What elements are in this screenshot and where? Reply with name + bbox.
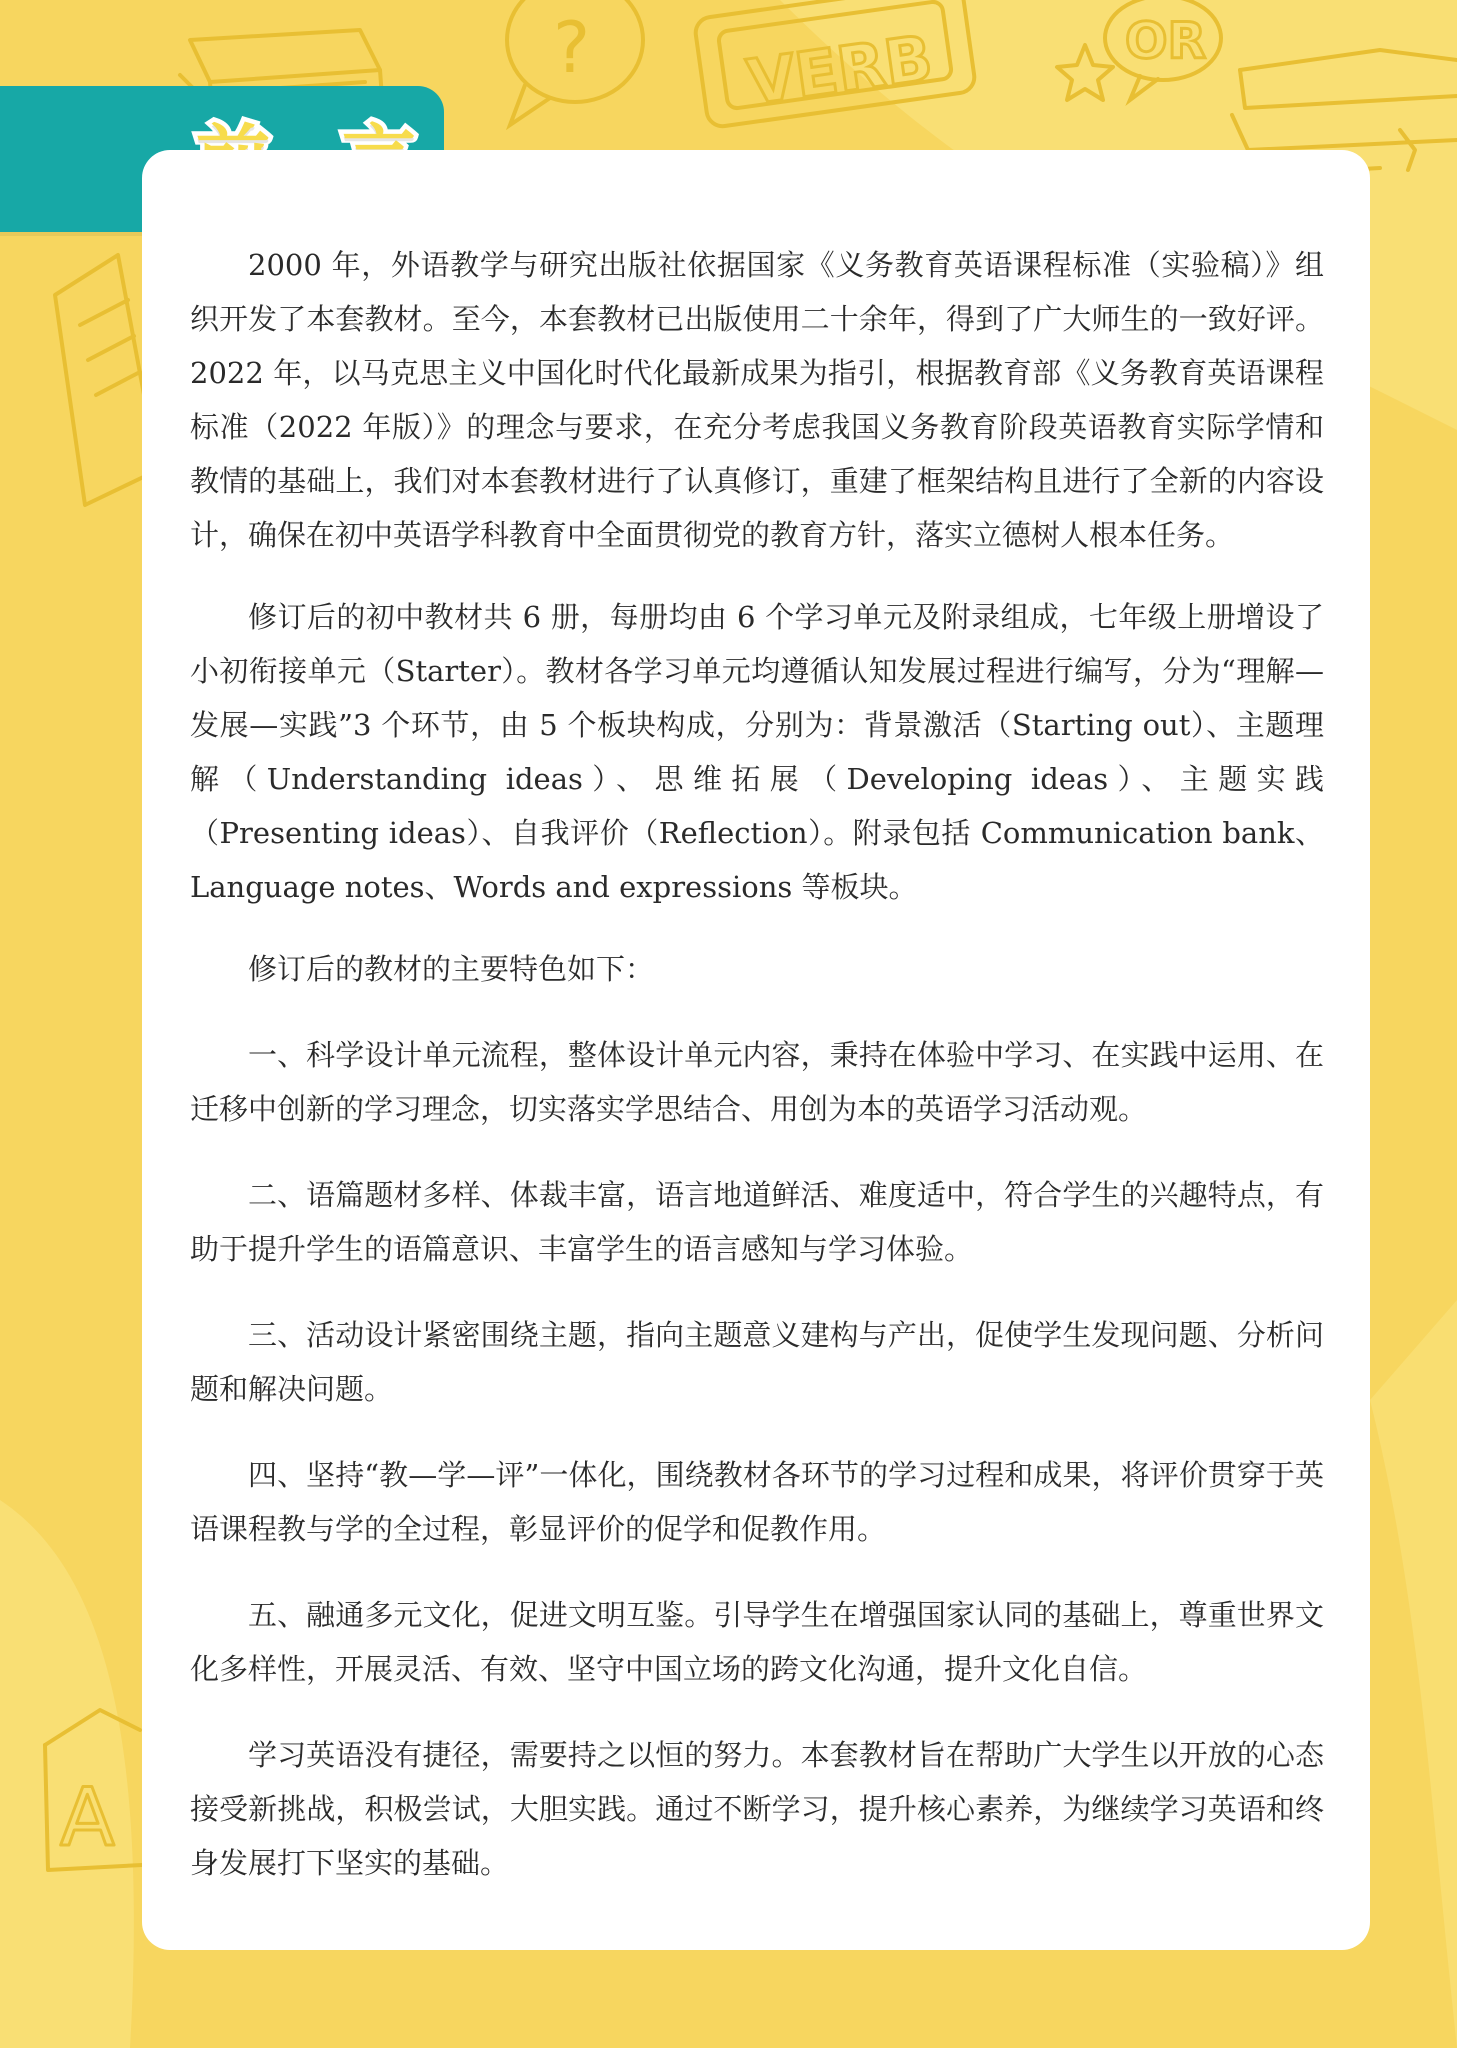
preface-body <box>190 238 1324 1890</box>
paragraph-6: 三、活动设计紧密围绕主题，指向主题意义建构与产出，促使学生发现问题、分析问题和解决问题。 <box>190 1318 1324 1406</box>
paragraph-1: 2000 年，外语教学与研究出版社依据国家《义务教育英语课程标准（实验稿）》组织开发了本套教材。至今，本套教材已出版使用二十余年，得到了广大师生的一致好评。2022 年，以马克思主义中国化时代化最新成果为指引，根据教育部《义务教育英语课程标准（2022 年版）》的理念与要求，在充分考虑我国义务教育阶段英语教育实际学情和教情的基础上，我们对本套教材进行了认真修订，重建了框架结构且进行了全新的内容设计，确保在初中英语学科教育中全面贯彻党的教育方针，落实立德树人根本任务。 <box>190 248 1324 552</box>
paragraph-9: 学习英语没有捷径，需要持之以恒的努力。本套教材旨在帮助广大学生以开放的心态接受新挑战，积极尝试，大胆实践。通过不断学习，提升核心素养，为继续学习英语和终身发展打下坚实的基础。 <box>190 1738 1324 1880</box>
svg-text:VERB: VERB <box>742 20 937 120</box>
paragraph-4: 一、科学设计单元流程，整体设计单元内容，秉持在体验中学习、在实践中运用、在迁移中创新的学习理念，切实落实学思结合、用创为本的英语学习活动观。 <box>190 1038 1324 1126</box>
paragraph-7: 四、坚持“教—学—评”一体化，围绕教材各环节的学习过程和成果，将评价贯穿于英语课程教与学的全过程，彰显评价的促学和促教作用。 <box>190 1458 1324 1546</box>
svg-text:OR: OR <box>1125 12 1207 70</box>
paragraph-3: 修订后的教材的主要特色如下： <box>248 952 655 986</box>
paragraph-5: 二、语篇题材多样、体裁丰富，语言地道鲜活、难度适中，符合学生的兴趣特点，有助于提升学生的语篇意识、丰富学生的语言感知与学习体验。 <box>190 1178 1324 1266</box>
paragraph-8: 五、融通多元文化，促进文明互鉴。引导学生在增强国家认同的基础上，尊重世界文化多样性，开展灵活、有效、坚守中国立场的跨文化沟通，提升文化自信。 <box>190 1598 1324 1686</box>
svg-text:A: A <box>60 1771 115 1864</box>
question-bubble-icon <box>507 0 643 125</box>
svg-text:?: ? <box>553 7 591 89</box>
paragraph-2: 修订后的初中教材共 6 册，每册均由 6 个学习单元及附录组成，七年级上册增设了小初衔接单元（Starter）。教材各学习单元均遵循认知发展过程进行编写，分为“理解—发展—实践”3 个环节，由 5 个板块构成，分别为：背景激活（Starting out）、主题理解（Understanding ideas）、思维拓展（Developing ideas）、主题实践（Presenting ideas）、自我评价（Reflection）。附录包括 Communication bank、Language notes、Words and expressions 等板块。 <box>190 600 1324 904</box>
